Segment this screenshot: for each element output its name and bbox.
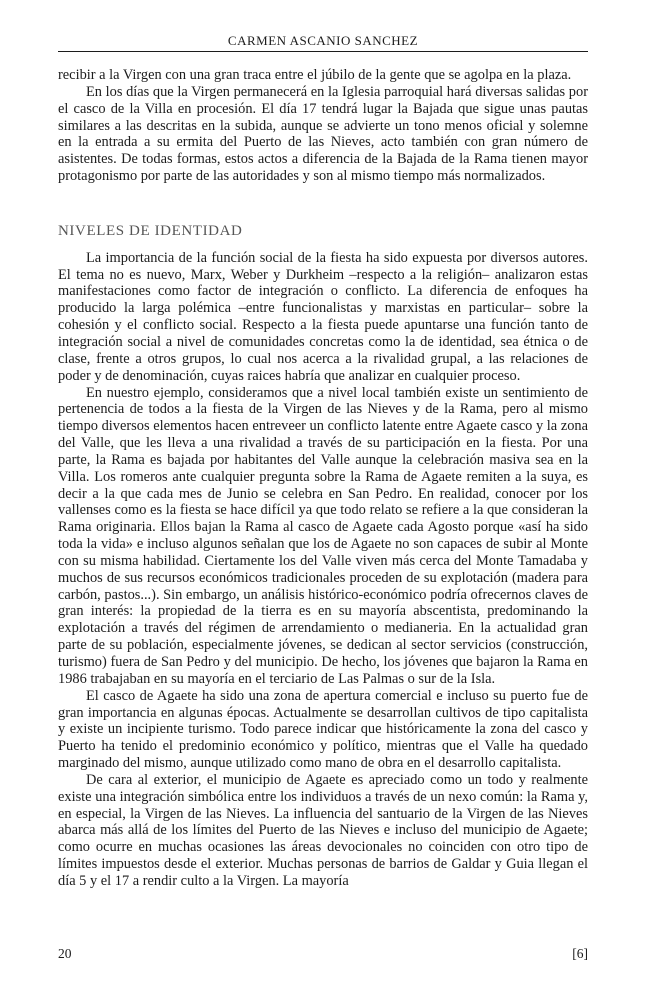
bracket-number: [6]: [572, 946, 588, 961]
paragraph: recibir a la Virgen con una gran traca entre el júbilo de la gente que se agolpa en la plaza.: [58, 67, 572, 83]
section-heading: NIVELES DE IDENTIDAD: [58, 222, 243, 239]
paragraph: De cara al exterior, el municipio de Agaete es apreciado como un todo y realmente existe una integración simbólica entre los individuos a través de un nexo común: la Rama y, en especial, la Virgen de las Nieves. La influencia del santuario de la Virgen de las Nieves abarca más allá de los límites del Puerto de las Nieves e incluso del municipio de Agaete; como ocurre en muchas ocasiones las áreas devocionales no coinciden con otro tipo de límites impuestos desde el exterior. Muchas personas de barrios de Galdar y Guia llegan el día 5 y el 17 a rendir culto a la Virgen. La mayoría: [58, 771, 588, 889]
running-header: CARMEN ASCANIO SANCHEZ: [227, 33, 419, 48]
header-rule: [58, 51, 588, 52]
page-footer: [58, 946, 588, 964]
paragraph: La importancia de la función social de la fiesta ha sido expuesta por diversos autores. El tema no es nuevo, Marx, Weber y Durkheim –respecto a la religión– analizaron estas manifestaciones como factor de integración o conflicto. La diferencia de enfoques ha producido la larga polémica –entre funcionalistas y marxistas en particular– sobre la cohesión y el conflicto social. Respecto a la fiesta puede apuntarse una función tanto de integración social a nivel de comunidades concretas como la de identidad, sea étnica o de clase, frente a otros grupos, lo cual nos acerca a la rivalidad grupal, a las relaciones de poder y de denominación, cuyas raices habría que analizar en cualquier proceso.: [58, 249, 588, 384]
paragraph: El casco de Agaete ha sido una zona de apertura comercial e incluso su puerto fue de gran importancia en algunas épocas. Actualmente se desarrollan cultivos de tipo capitalista y existe un incipiente turismo. Todo parece indicar que históricamente la zona del casco y Puerto ha tenido el predominio económico y político, mientras que el Valle ha quedado marginado del mismo, aunque utilizado como mano de obra en el desarrollo capitalista.: [58, 687, 588, 772]
paragraph: En nuestro ejemplo, consideramos que a nivel local también existe un sentimiento de pertenencia de todos a la fiesta de la Virgen de las Nieves y de la Rama, pero al mismo tiempo diversos elementos hacen entreveer un conflicto latente entre Agaete casco y la zona del Valle, que les lleva a una rivalidad a través de su participación en la fiesta. Por una parte, la Rama es bajada por habitantes del Valle aunque la celebración masiva sea en la Villa. Los romeros ante cualquier pregunta sobre la Rama de Agaete remiten a la suya, es decir a la que cada mes de Junio se celebra en San Pedro. En realidad, conocer por los vallenses como es la fiesta se hace difícil ya que todo relato se refiere a la que consideran la Rama originaria. Ellos bajan la Rama al casco de Agaete cada Agosto porque «así ha sido toda la vida» e incluso algunos señalan que los de Agaete no son capaces de subir al Monte con su misma habilidad. Ciertamente los del Valle viven más cerca del Monte Tamadaba y muchos de sus recursos económicos tradicionales proceden de su explotación (madera para carbón, pastos...). Sin embargo, un análisis histórico-económico podría ofrecernos claves de gran interés: la propiedad de la tierra es en su mayoría abscentista, predominando la explotación a través del régimen de arrendamiento o medianeria. En la actualidad gran parte de su población, especialmente jóvenes, se dedican al sector servicios (construcción, turismo) fuera de San Pedro y del municipio. De hecho, los jóvenes que bajaron la Rama en 1986 trabajaban en su mayoría en el terciario de Las Palmas o sur de la Isla.: [58, 384, 588, 687]
paragraph: En los días que la Virgen permanecerá en la Iglesia parroquial hará diversas salidas por el casco de la Villa en procesión. El día 17 tendrá lugar la Bajada que sigue unas pautas similares a las descritas en la subida, aunque se advierte un tono menos oficial y solemne en la entrada a su ermita del Puerto de las Nieves, acto también con gran número de asistentes. De todas formas, estos actos a diferencia de la Bajada de la Rama tienen mayor protagonismo por parte de las autoridades y son al mismo tiempo más normalizados.: [58, 83, 588, 185]
body-text: [58, 67, 588, 890]
page-number: 20: [58, 946, 72, 961]
